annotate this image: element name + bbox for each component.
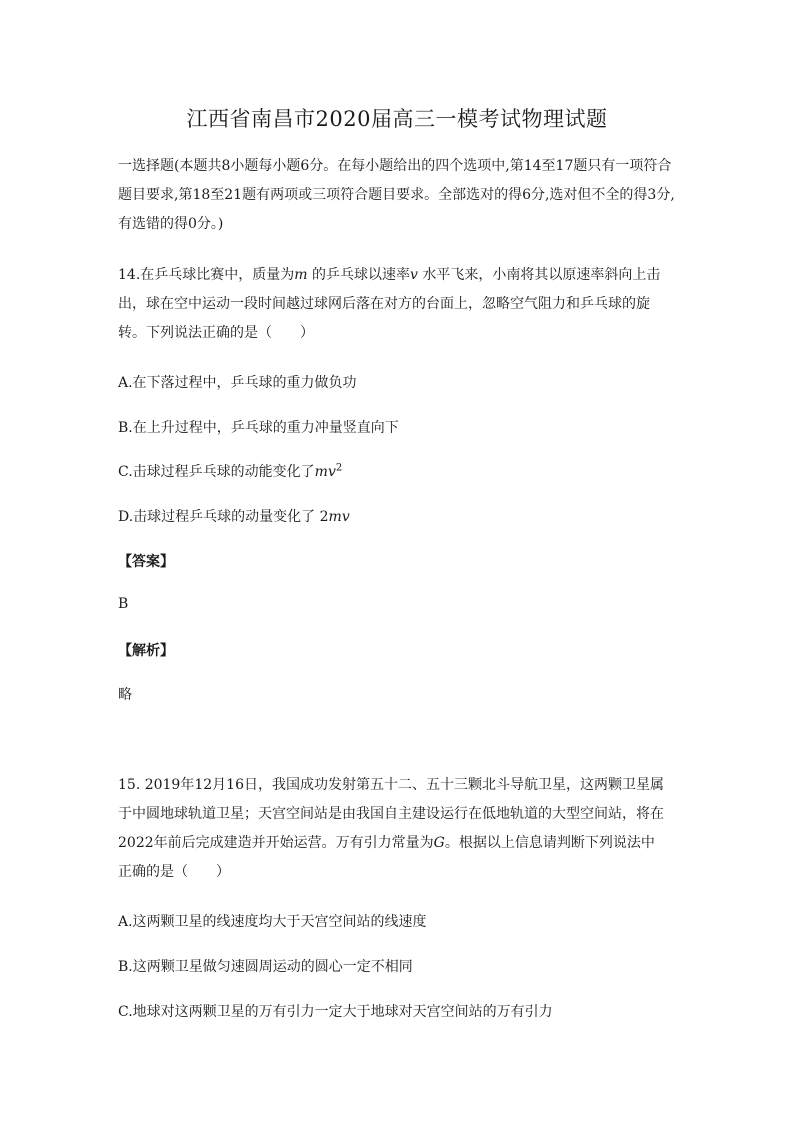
q14-answer-heading: 【答案】 bbox=[118, 554, 174, 570]
momentum-term: mv bbox=[328, 509, 350, 525]
q14-option-b: B.在上升过程中，乒乓球的重力冲量竖直向下 bbox=[118, 420, 399, 436]
q14-option-d: D.击球过程乒乓球的动量变化了 2mv bbox=[118, 509, 350, 525]
velocity-symbol: v bbox=[410, 267, 418, 283]
q14-stem-line-1: 14.在乒乓球比赛中，质量为m 的乒乓球以速率v 水平飞来，小南将其以原速率斜向上击 bbox=[118, 267, 661, 283]
q15-stem-line-3: 2022年前后完成建造并开始运营。万有引力常量为G。根据以上信息请判断下列说法中 bbox=[118, 835, 655, 851]
intro-line-2: 题目要求,第18至21题有两项或三项符合题目要求。全部选对的得6分,选对但不全的得3分, bbox=[118, 187, 675, 203]
page-title: 江西省南昌市2020届高三一模考试物理试题 bbox=[186, 107, 608, 131]
q14-answer: B bbox=[118, 596, 129, 612]
q14-analysis-heading: 【解析】 bbox=[118, 643, 174, 659]
q14-stem-line-3: 转。下列说法正确的是（ ） bbox=[118, 325, 314, 341]
q14-option-a: A.在下落过程中，乒乓球的重力做负功 bbox=[118, 375, 357, 391]
question-15-stem bbox=[118, 771, 678, 887]
kinetic-term: mv bbox=[314, 464, 336, 480]
section-intro bbox=[118, 152, 678, 239]
q14-option-c: C.击球过程乒乓球的动能变化了$mv^2$ bbox=[118, 462, 343, 480]
q15-option-b: B.这两颗卫星做匀速圆周运动的圆心一定不相同 bbox=[118, 959, 413, 975]
q15-stem-line-2: 于中圆地球轨道卫星；天宫空间站是由我国自主建设运行在低地轨道的大型空间站，将在 bbox=[118, 806, 664, 822]
q15-stem-line-4: 正确的是（ ） bbox=[118, 864, 230, 880]
q14-stem-line-2: 出，球在空中运动一段时间越过球网后落在对方的台面上，忽略空气阻力和乒乓球的旋 bbox=[118, 296, 650, 312]
q14-analysis: 略 bbox=[118, 687, 132, 703]
mass-symbol: m bbox=[294, 267, 308, 283]
exponent: 2 bbox=[335, 462, 343, 474]
intro-line-3: 有选错的得0分。) bbox=[118, 216, 224, 232]
q15-option-a: A.这两颗卫星的线速度均大于天宫空间站的线速度 bbox=[118, 914, 427, 930]
q15-option-c: C.地球对这两颗卫星的万有引力一定大于地球对天宫空间站的万有引力 bbox=[118, 1004, 553, 1020]
gravitational-constant-symbol: G bbox=[433, 835, 445, 851]
q15-stem-line-1: 15. 2019年12月16日，我国成功发射第五十二、五十三颗北斗导航卫星，这两颗卫星属 bbox=[118, 777, 664, 793]
intro-line-1: 一选择题(本题共8小题每小题6分。在每小题给出的四个选项中,第14至17题只有一项符合 bbox=[118, 158, 672, 174]
question-14-stem bbox=[118, 261, 678, 348]
